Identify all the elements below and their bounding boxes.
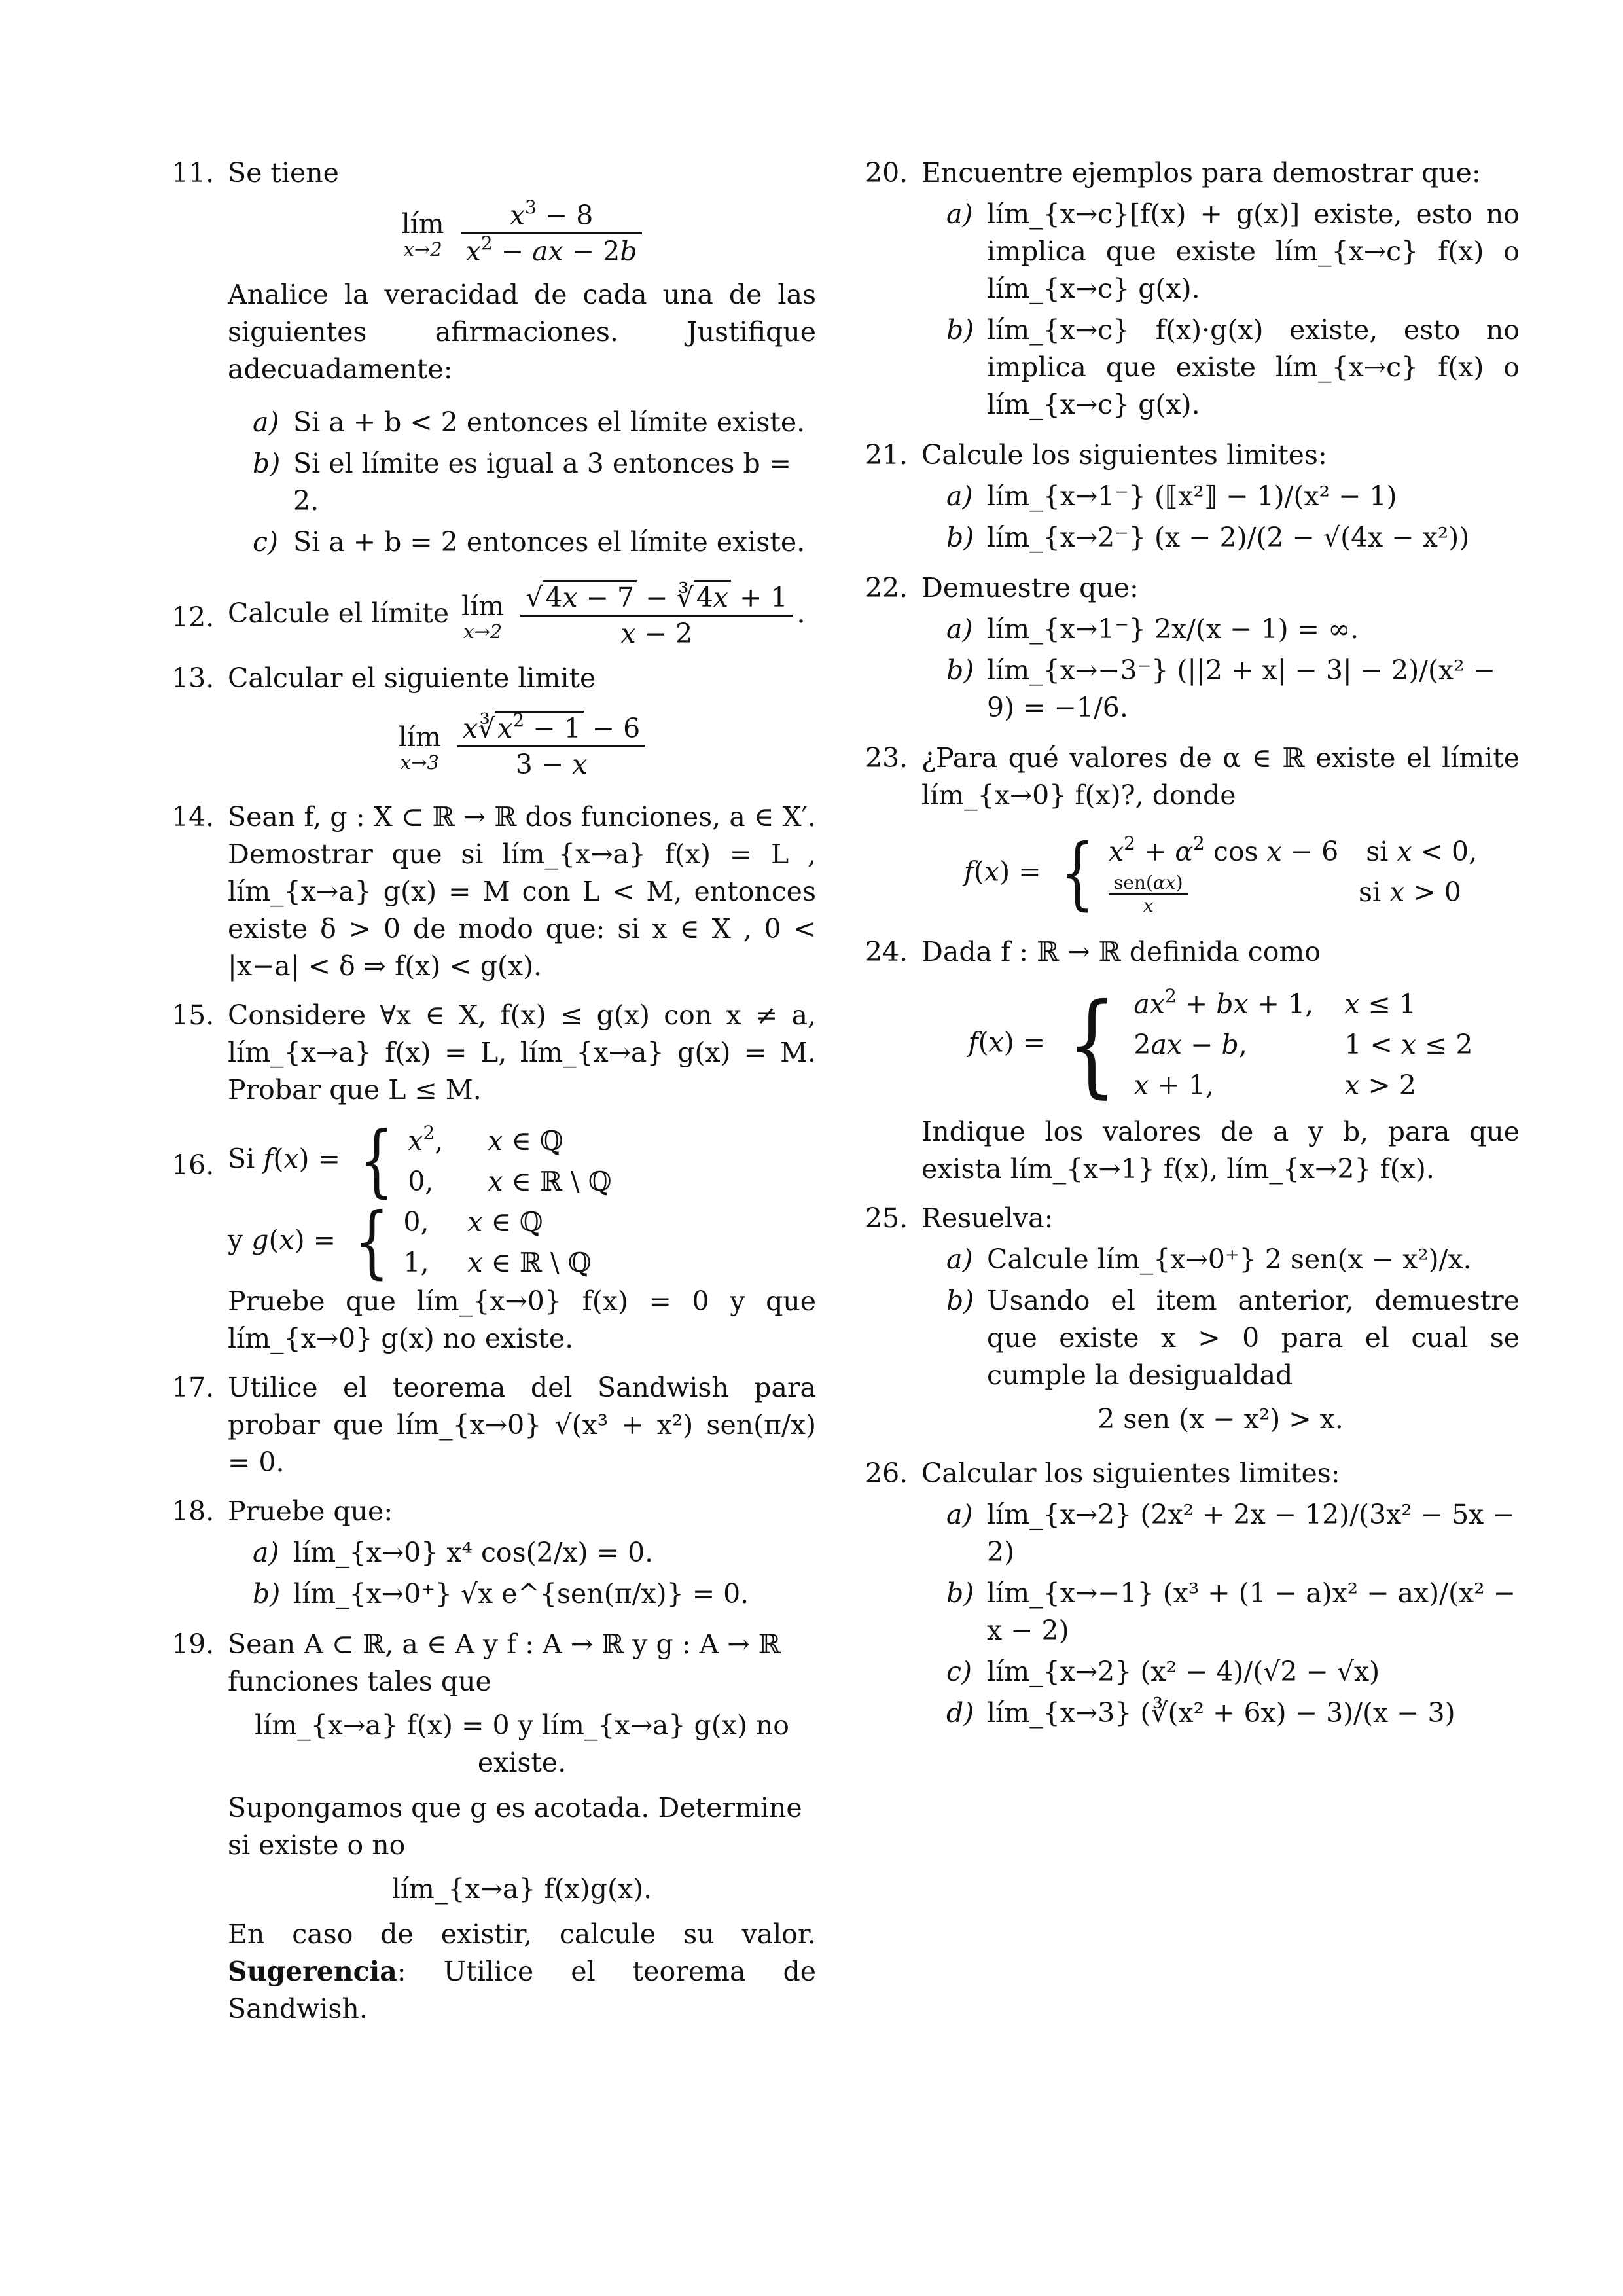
problem-text: Pruebe que:: [228, 1496, 393, 1527]
item-a: a) lím_{x→1⁻} (⟦x²⟧ − 1)/(x² − 1): [946, 480, 1397, 512]
problem-number: 18.: [171, 1496, 215, 1527]
problem-12: 12. Calcule el límite lím x→2 $\frac{√4x - 7 - ∛4x + 1}{x - 2}$ .: [171, 581, 816, 651]
item-b: b) lím_{x→−1} (x³ + (1 − a)x² − ax)/(x² − x − 2): [946, 1577, 1516, 1646]
item-a: a) lím_{x→0} x⁴ cos(2/x) = 0.: [253, 1537, 654, 1568]
problem-16: [171, 1115, 816, 1357]
item-d: d) lím_{x→3} (∛(x² + 6x) − 3)/(x − 3): [946, 1697, 1455, 1729]
problem-text: Analice la veracidad de cada una de las siguientes afirmaciones. Justifique adecuadamente:: [228, 279, 816, 385]
problem-text: Sean f, g : X ⊂ ℝ → ℝ dos funciones, a ∈ X′. Demostrar que si lím_{x→a} f(x) = L , lím_{x→a} g(x) = M con L < M, entonces existe δ > 0 de modo que: si x ∈ X , 0 < |x−a| < δ ⇒ f(x) < g(x).: [228, 801, 816, 982]
problem-number: 13.: [171, 662, 215, 694]
problem-11: [171, 154, 816, 561]
display-formula: lím x→3 $\frac{x∛x^2 - 1 - 6}{3 - x}$: [228, 711, 816, 781]
hint-label: Sugerencia: [228, 1956, 397, 1987]
item-b: b) lím_{x→−3⁻} (||2 + x| − 3| − 2)/(x² − 9) = −1/6.: [946, 655, 1495, 723]
problem-number: 19.: [171, 1628, 215, 1660]
problem-text-2: Supongamos que g es acotada. Determine si existe o no: [228, 1792, 802, 1861]
problem-text-1: Sean A ⊂ ℝ, a ∈ A y f : A → ℝ y g : A → ℝ funciones tales que: [228, 1628, 781, 1697]
item-c: c) lím_{x→2} (x² − 4)/(√2 − √x): [946, 1656, 1380, 1687]
display-formula-1: lím_{x→a} f(x) = 0 y lím_{x→a} g(x) no existe.: [255, 1710, 789, 1778]
problem-text-3: En caso de existir, calcule su valor. Sugerencia: Utilice el teorema de Sandwish.: [228, 1918, 816, 2024]
problem-text: Utilice el teorema del Sandwish para probar que lím_{x→0} √(x³ + x²) sen(π/x) = 0.: [228, 1372, 816, 1478]
problem-number: 11.: [171, 157, 215, 188]
problem-number: 23.: [865, 742, 908, 774]
g-definition: y g(x) = { 0, x ∈ ℚ 1, x ∈ ℝ \ ℚ: [228, 1196, 592, 1287]
problem-14: [171, 798, 816, 985]
item-a: a) lím_{x→1⁻} 2x/(x − 1) = ∞.: [946, 613, 1359, 645]
display-formula: f(x) = { $x^2 + \alpha^2$ cos x − 6 si x < 0, $\frac{\text{sen(αx)}}{x}$ si x > 0: [963, 828, 1478, 919]
problem-text: Considere ∀x ∈ X, f(x) ≤ g(x) con x ≠ a, lím_{x→a} f(x) = L, lím_{x→a} g(x) = M. Probar que L ≤ M.: [228, 999, 816, 1105]
display-formula: 2 sen (x − x²) > x.: [1097, 1403, 1344, 1435]
problem-number: 21.: [865, 439, 908, 471]
problem-text: Calcule el límite: [228, 598, 450, 629]
problem-15: [171, 997, 816, 1109]
problem-number: 25.: [865, 1202, 908, 1234]
item-b: b) lím_{x→2⁻} (x − 2)/(2 − √(4x − x²)): [946, 522, 1470, 553]
problem-24: [865, 933, 1520, 1188]
problem-number: 16.: [171, 1149, 215, 1181]
right-column: [865, 154, 1520, 1736]
problem-21: [865, 437, 1520, 556]
problem-text: Dada f : ℝ → ℝ definida como: [921, 936, 1321, 967]
item-a: a) Calcule lím_{x→0⁺} 2 sen(x − x²)/x.: [946, 1244, 1472, 1275]
item-b: b) lím_{x→0⁺} √x e^{sen(π/x)} = 0.: [253, 1578, 749, 1609]
problem-18: [171, 1493, 816, 1613]
problem-number: 14.: [171, 801, 215, 833]
problem-text: Demuestre que:: [921, 572, 1139, 603]
problem-19: [171, 1626, 816, 2028]
problem-text: ¿Para qué valores de α ∈ ℝ existe el límite lím_{x→0} f(x)?, donde: [921, 742, 1520, 811]
item-b: b) Usando el item anterior, demuestre que existe x > 0 para el cual se cumple la desigualdad: [946, 1285, 1520, 1391]
item-b: b) Si el límite es igual a 3 entonces b = 2.: [253, 448, 792, 516]
problem-20: [865, 154, 1520, 423]
problem-26: [865, 1455, 1520, 1732]
f-definition: Si f(x) = { $x^2$, x ∈ ℚ 0, x ∈ ℝ \ ℚ: [228, 1115, 612, 1206]
item-a: a) lím_{x→2} (2x² + 2x − 12)/(3x² − 5x − 2): [946, 1499, 1515, 1568]
problem-number: 17.: [171, 1372, 215, 1403]
problem-text: Pruebe que lím_{x→0} f(x) = 0 y que lím_{x→0} g(x) no existe.: [228, 1285, 816, 1354]
problem-text: Encuentre ejemplos para demostrar que:: [921, 157, 1481, 188]
problem-number: 26.: [865, 1458, 908, 1489]
problem-text: Resuelva:: [921, 1202, 1054, 1234]
problem-13: [171, 660, 816, 781]
item-a: a) Si a + b < 2 entonces el límite existe.: [253, 406, 806, 438]
problem-23: [865, 740, 1520, 919]
problem-text: Calcule los siguientes limites:: [921, 439, 1327, 471]
problem-text: Calcular los siguientes limites:: [921, 1458, 1340, 1489]
problem-22: [865, 569, 1520, 726]
display-formula: lím x→2 $\frac{x^3 - 8}{x^2 - ax - 2b}$: [228, 198, 816, 268]
problem-number: 12.: [171, 601, 215, 633]
item-b: b) lím_{x→c} f(x)·g(x) existe, esto no implica que existe lím_{x→c} f(x) o lím_{x→c} g(x).: [946, 314, 1520, 420]
display-formula: f(x) = { $ax^2$ + bx + 1, x ≤ 1 2ax − b, 1 < x ≤ 2 x + 1, x > 2: [968, 980, 1473, 1109]
problem-number: 24.: [865, 936, 908, 967]
problem-number: 20.: [865, 157, 908, 188]
problem-intro: Se tiene: [228, 157, 339, 188]
problem-text: Calcular el siguiente limite: [228, 662, 596, 694]
problem-number: 22.: [865, 572, 908, 603]
item-a: a) lím_{x→c}[f(x) + g(x)] existe, esto no implica que existe lím_{x→c} f(x) o lím_{x→c} g(x).: [946, 198, 1520, 304]
item-c: c) Si a + b = 2 entonces el límite existe.: [253, 526, 806, 558]
display-formula-2: lím_{x→a} f(x)g(x).: [391, 1873, 652, 1905]
left-column: [171, 154, 816, 2030]
problem-25: [865, 1200, 1520, 1438]
problem-number: 15.: [171, 999, 215, 1031]
problem-17: [171, 1369, 816, 1481]
problem-text-2: Indique los valores de a y b, para que exista lím_{x→1} f(x), lím_{x→2} f(x).: [921, 1116, 1520, 1185]
